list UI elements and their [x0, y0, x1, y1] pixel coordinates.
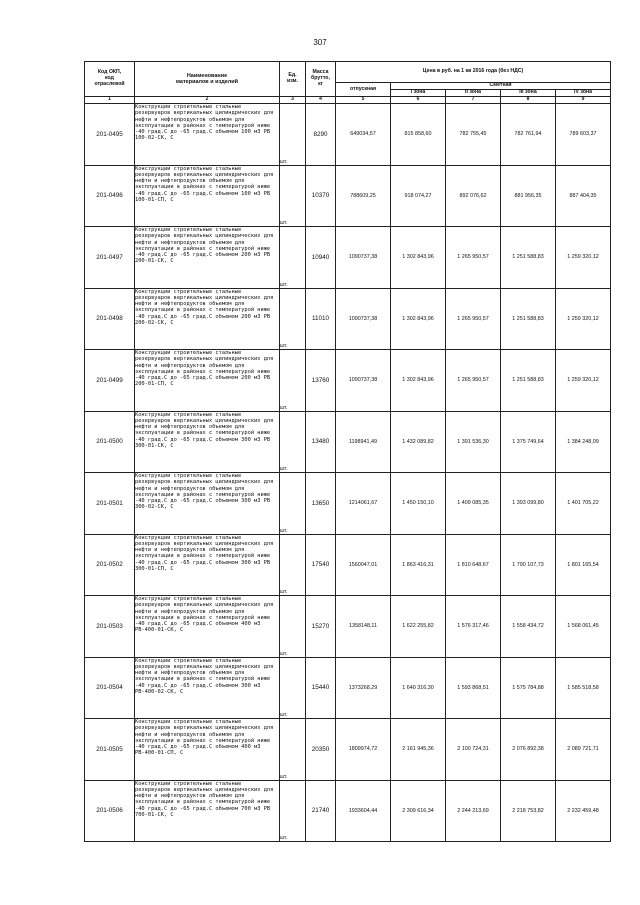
table-row	[85, 411, 611, 473]
zone-1-price: 1 640 316,30	[391, 657, 446, 719]
price-table	[84, 61, 611, 842]
column-number: 1	[85, 97, 135, 104]
zone-3-price: 782 761,94	[501, 104, 556, 166]
release-price: 1214061,67	[336, 473, 391, 535]
release-price: 1373268,29	[336, 657, 391, 719]
header-zone-2: II зона	[446, 90, 501, 97]
zone-1-price: 1 863 416,31	[391, 534, 446, 596]
zone-2-price: 892 076,62	[446, 165, 501, 227]
item-name: Конструкции строительные стальные резервуаров вертикальных цилиндрических для нефти и нефтепродуктов объемом для эксплуатации в районах с температурой ниже -40 град.С до -65 град.С объемом 200 м3 РВ 200-02-СК, С	[135, 288, 280, 350]
zone-1-price: 815 858,60	[391, 104, 446, 166]
item-mass: 10940	[306, 227, 336, 289]
item-mass: 20350	[306, 719, 336, 781]
item-code: 201-0498	[85, 288, 135, 350]
zone-4-price: 1 568 061,45	[556, 596, 611, 658]
zone-3-price: 1 558 434,72	[501, 596, 556, 658]
header-mass: Масса брутто, кг	[306, 62, 336, 97]
zone-4-price: 789 603,37	[556, 104, 611, 166]
table-row	[85, 780, 611, 842]
zone-2-price: 1 265 950,57	[446, 288, 501, 350]
zone-1-price: 1 622 255,82	[391, 596, 446, 658]
release-price: 1560047,01	[336, 534, 391, 596]
zone-2-price: 2 244 213,69	[446, 780, 501, 842]
item-name: Конструкции строительные стальные резервуаров вертикальных цилиндрических для нефти и нефтепродуктов объемом для эксплуатации в районах с температурой ниже -40 град.С до -65 град.С объемом 300 м3 РВ 300-01-СК, С	[135, 411, 280, 473]
zone-3-price: 1 251 588,83	[501, 350, 556, 412]
item-mass: 15270	[306, 596, 336, 658]
zone-4-price: 1 259 320,12	[556, 288, 611, 350]
zone-3-price: 1 375 749,64	[501, 411, 556, 473]
zone-3-price: 1 393 099,80	[501, 473, 556, 535]
zone-4-price: 1 259 320,12	[556, 227, 611, 289]
table-row	[85, 657, 611, 719]
table-row	[85, 473, 611, 535]
item-unit: шт.	[280, 288, 306, 350]
table-row	[85, 350, 611, 412]
column-number: 3	[280, 97, 306, 104]
page-number: 307	[313, 38, 327, 47]
header-release-price: отпускная	[336, 83, 391, 97]
release-price: 1198941,49	[336, 411, 391, 473]
header-zone-4: IV зона	[556, 90, 611, 97]
item-mass: 13760	[306, 350, 336, 412]
item-unit: шт.	[280, 534, 306, 596]
item-name: Конструкции строительные стальные резервуаров вертикальных цилиндрических для нефти и нефтепродуктов объемом для эксплуатации в районах с температурой ниже -40 град.С до -65 град.С объемом 200 м3 РВ 200-01-СП, С	[135, 350, 280, 412]
zone-3-price: 1 251 588,83	[501, 227, 556, 289]
item-name: Конструкции строительные стальные резервуаров вертикальных цилиндрических для нефти и нефтепродуктов объемом для эксплуатации в районах с температурой ниже -40 град.С до -65 град.С объемом 100 м3 РВ 100-02-СК, С	[135, 104, 280, 166]
item-code: 201-0505	[85, 719, 135, 781]
release-price: 1358148,11	[336, 596, 391, 658]
zone-3-price: 1 575 784,88	[501, 657, 556, 719]
item-code: 201-0499	[85, 350, 135, 412]
item-name: Конструкции строительные стальные резервуаров вертикальных цилиндрических для нефти и нефтепродуктов объемом для эксплуатации в районах с температурой ниже -40 град.С до -65 град.С объемом 300 м3 РВ-400-02-СК, С	[135, 657, 280, 719]
item-unit: шт.	[280, 657, 306, 719]
item-name: Конструкции строительные стальные резервуаров вертикальных цилиндрических для нефти и нефтепродуктов объемом для эксплуатации в районах с температурой ниже -40 град.С до -65 град.С объемом 100 м3 РВ 100-01-СП, С	[135, 165, 280, 227]
zone-1-price: 2 161 945,36	[391, 719, 446, 781]
item-mass: 17540	[306, 534, 336, 596]
zone-3-price: 881 956,35	[501, 165, 556, 227]
zone-4-price: 887 404,35	[556, 165, 611, 227]
zone-4-price: 2 089 721,71	[556, 719, 611, 781]
item-name: Конструкции строительные стальные резервуаров вертикальных цилиндрических для нефти и нефтепродуктов объемом для эксплуатации в районах с температурой ниже -40 град.С до -65 град.С объемом 300 м3 РВ 300-01-СП, С	[135, 534, 280, 596]
zone-2-price: 1 391 536,30	[446, 411, 501, 473]
table-row	[85, 596, 611, 658]
zone-2-price: 1 576 317,46	[446, 596, 501, 658]
table-row	[85, 104, 611, 166]
release-price: 788609,25	[336, 165, 391, 227]
item-code: 201-0501	[85, 473, 135, 535]
item-mass: 13480	[306, 411, 336, 473]
column-number: 5	[336, 97, 391, 104]
table-row	[85, 534, 611, 596]
zone-2-price: 2 100 724,31	[446, 719, 501, 781]
zone-4-price: 1 384 248,09	[556, 411, 611, 473]
table-row	[85, 165, 611, 227]
item-unit: шт.	[280, 104, 306, 166]
item-unit: шт.	[280, 596, 306, 658]
release-price: 1809974,72	[336, 719, 391, 781]
item-unit: шт.	[280, 165, 306, 227]
item-unit: шт.	[280, 473, 306, 535]
header-code: Код ОКП, код отраслевой	[85, 62, 135, 97]
zone-1-price: 1 302 843,96	[391, 227, 446, 289]
item-code: 201-0504	[85, 657, 135, 719]
zone-4-price: 1 259 320,12	[556, 350, 611, 412]
zone-1-price: 2 309 616,34	[391, 780, 446, 842]
zone-2-price: 1 593 868,51	[446, 657, 501, 719]
item-name: Конструкции строительные стальные резервуаров вертикальных цилиндрических для нефти и нефтепродуктов объемом для эксплуатации в районах с температурой ниже -40 град.С до -65 град.С объемом 400 м3 РВ-400-01-СП, С	[135, 719, 280, 781]
item-name: Конструкции строительные стальные резервуаров вертикальных цилиндрических для нефти и нефтепродуктов объемом для эксплуатации в районах с температурой ниже -40 град.С до -65 град.С объемом 200 м3 РВ 200-01-СК, С	[135, 227, 280, 289]
zone-2-price: 1 810 648,67	[446, 534, 501, 596]
zone-3-price: 1 251 588,83	[501, 288, 556, 350]
item-code: 201-0503	[85, 596, 135, 658]
column-number: 4	[306, 97, 336, 104]
table-row	[85, 227, 611, 289]
zone-1-price: 1 432 089,82	[391, 411, 446, 473]
item-mass: 8290	[306, 104, 336, 166]
item-name: Конструкции строительные стальные резервуаров вертикальных цилиндрических для нефти и нефтепродуктов объемом для эксплуатации в районах с температурой ниже -40 град.С до -65 град.С объемом 400 м3 РВ-400-01-СК, С	[135, 596, 280, 658]
zone-1-price: 918 074,27	[391, 165, 446, 227]
zone-3-price: 2 076 892,38	[501, 719, 556, 781]
zone-1-price: 1 302 843,96	[391, 350, 446, 412]
header-name: Наименование материалов и изделий	[135, 62, 280, 97]
zone-1-price: 1 302 843,96	[391, 288, 446, 350]
item-code: 201-0500	[85, 411, 135, 473]
zone-1-price: 1 450 150,10	[391, 473, 446, 535]
zone-3-price: 1 790 107,73	[501, 534, 556, 596]
column-number: 2	[135, 97, 280, 104]
column-number: 8	[501, 97, 556, 104]
zone-3-price: 2 218 753,82	[501, 780, 556, 842]
item-mass: 21740	[306, 780, 336, 842]
item-mass: 11010	[306, 288, 336, 350]
table-row	[85, 288, 611, 350]
zone-2-price: 1 265 950,57	[446, 227, 501, 289]
item-name: Конструкции строительные стальные резервуаров вертикальных цилиндрических для нефти и нефтепродуктов объемом для эксплуатации в районах с температурой ниже -40 град.С до -65 град.С объемом 300 м3 РВ 300-02-СК, С	[135, 473, 280, 535]
header-unit: Ед. изм.	[280, 62, 306, 97]
table-row	[85, 719, 611, 781]
item-mass: 13650	[306, 473, 336, 535]
item-unit: шт.	[280, 411, 306, 473]
zone-4-price: 1 401 705,22	[556, 473, 611, 535]
table-body	[85, 104, 611, 842]
zone-4-price: 2 232 459,48	[556, 780, 611, 842]
item-code: 201-0497	[85, 227, 135, 289]
column-number: 6	[391, 97, 446, 104]
zone-2-price: 782 755,45	[446, 104, 501, 166]
header-estimate-price: Сметная	[391, 83, 611, 90]
zone-2-price: 1 265 950,57	[446, 350, 501, 412]
item-code: 201-0502	[85, 534, 135, 596]
release-price: 1090737,38	[336, 227, 391, 289]
header-price-group: Цена в руб. на 1 кв 2016 года (без НДС)	[336, 62, 611, 83]
item-code: 201-0496	[85, 165, 135, 227]
zone-4-price: 1 585 518,58	[556, 657, 611, 719]
header-zone-1: I зона	[391, 90, 446, 97]
item-mass: 15440	[306, 657, 336, 719]
item-code: 201-0506	[85, 780, 135, 842]
item-code: 201-0495	[85, 104, 135, 166]
item-name: Конструкции строительные стальные резервуаров вертикальных цилиндрических для нефти и нефтепродуктов объемом для эксплуатации в районах с температурой ниже -40 град.С до -65 град.С объемом 700 м3 РВ 700-01-СК, С	[135, 780, 280, 842]
zone-2-price: 1 409 085,35	[446, 473, 501, 535]
zone-4-price: 1 801 165,54	[556, 534, 611, 596]
release-price: 1090737,38	[336, 288, 391, 350]
item-mass: 10370	[306, 165, 336, 227]
column-number: 9	[556, 97, 611, 104]
item-unit: шт.	[280, 227, 306, 289]
column-number: 7	[446, 97, 501, 104]
item-unit: шт.	[280, 350, 306, 412]
release-price: 1933604,44	[336, 780, 391, 842]
item-unit: шт.	[280, 719, 306, 781]
release-price: 1090737,38	[336, 350, 391, 412]
item-unit: шт.	[280, 780, 306, 842]
header-zone-3: III зона	[501, 90, 556, 97]
release-price: 649034,57	[336, 104, 391, 166]
